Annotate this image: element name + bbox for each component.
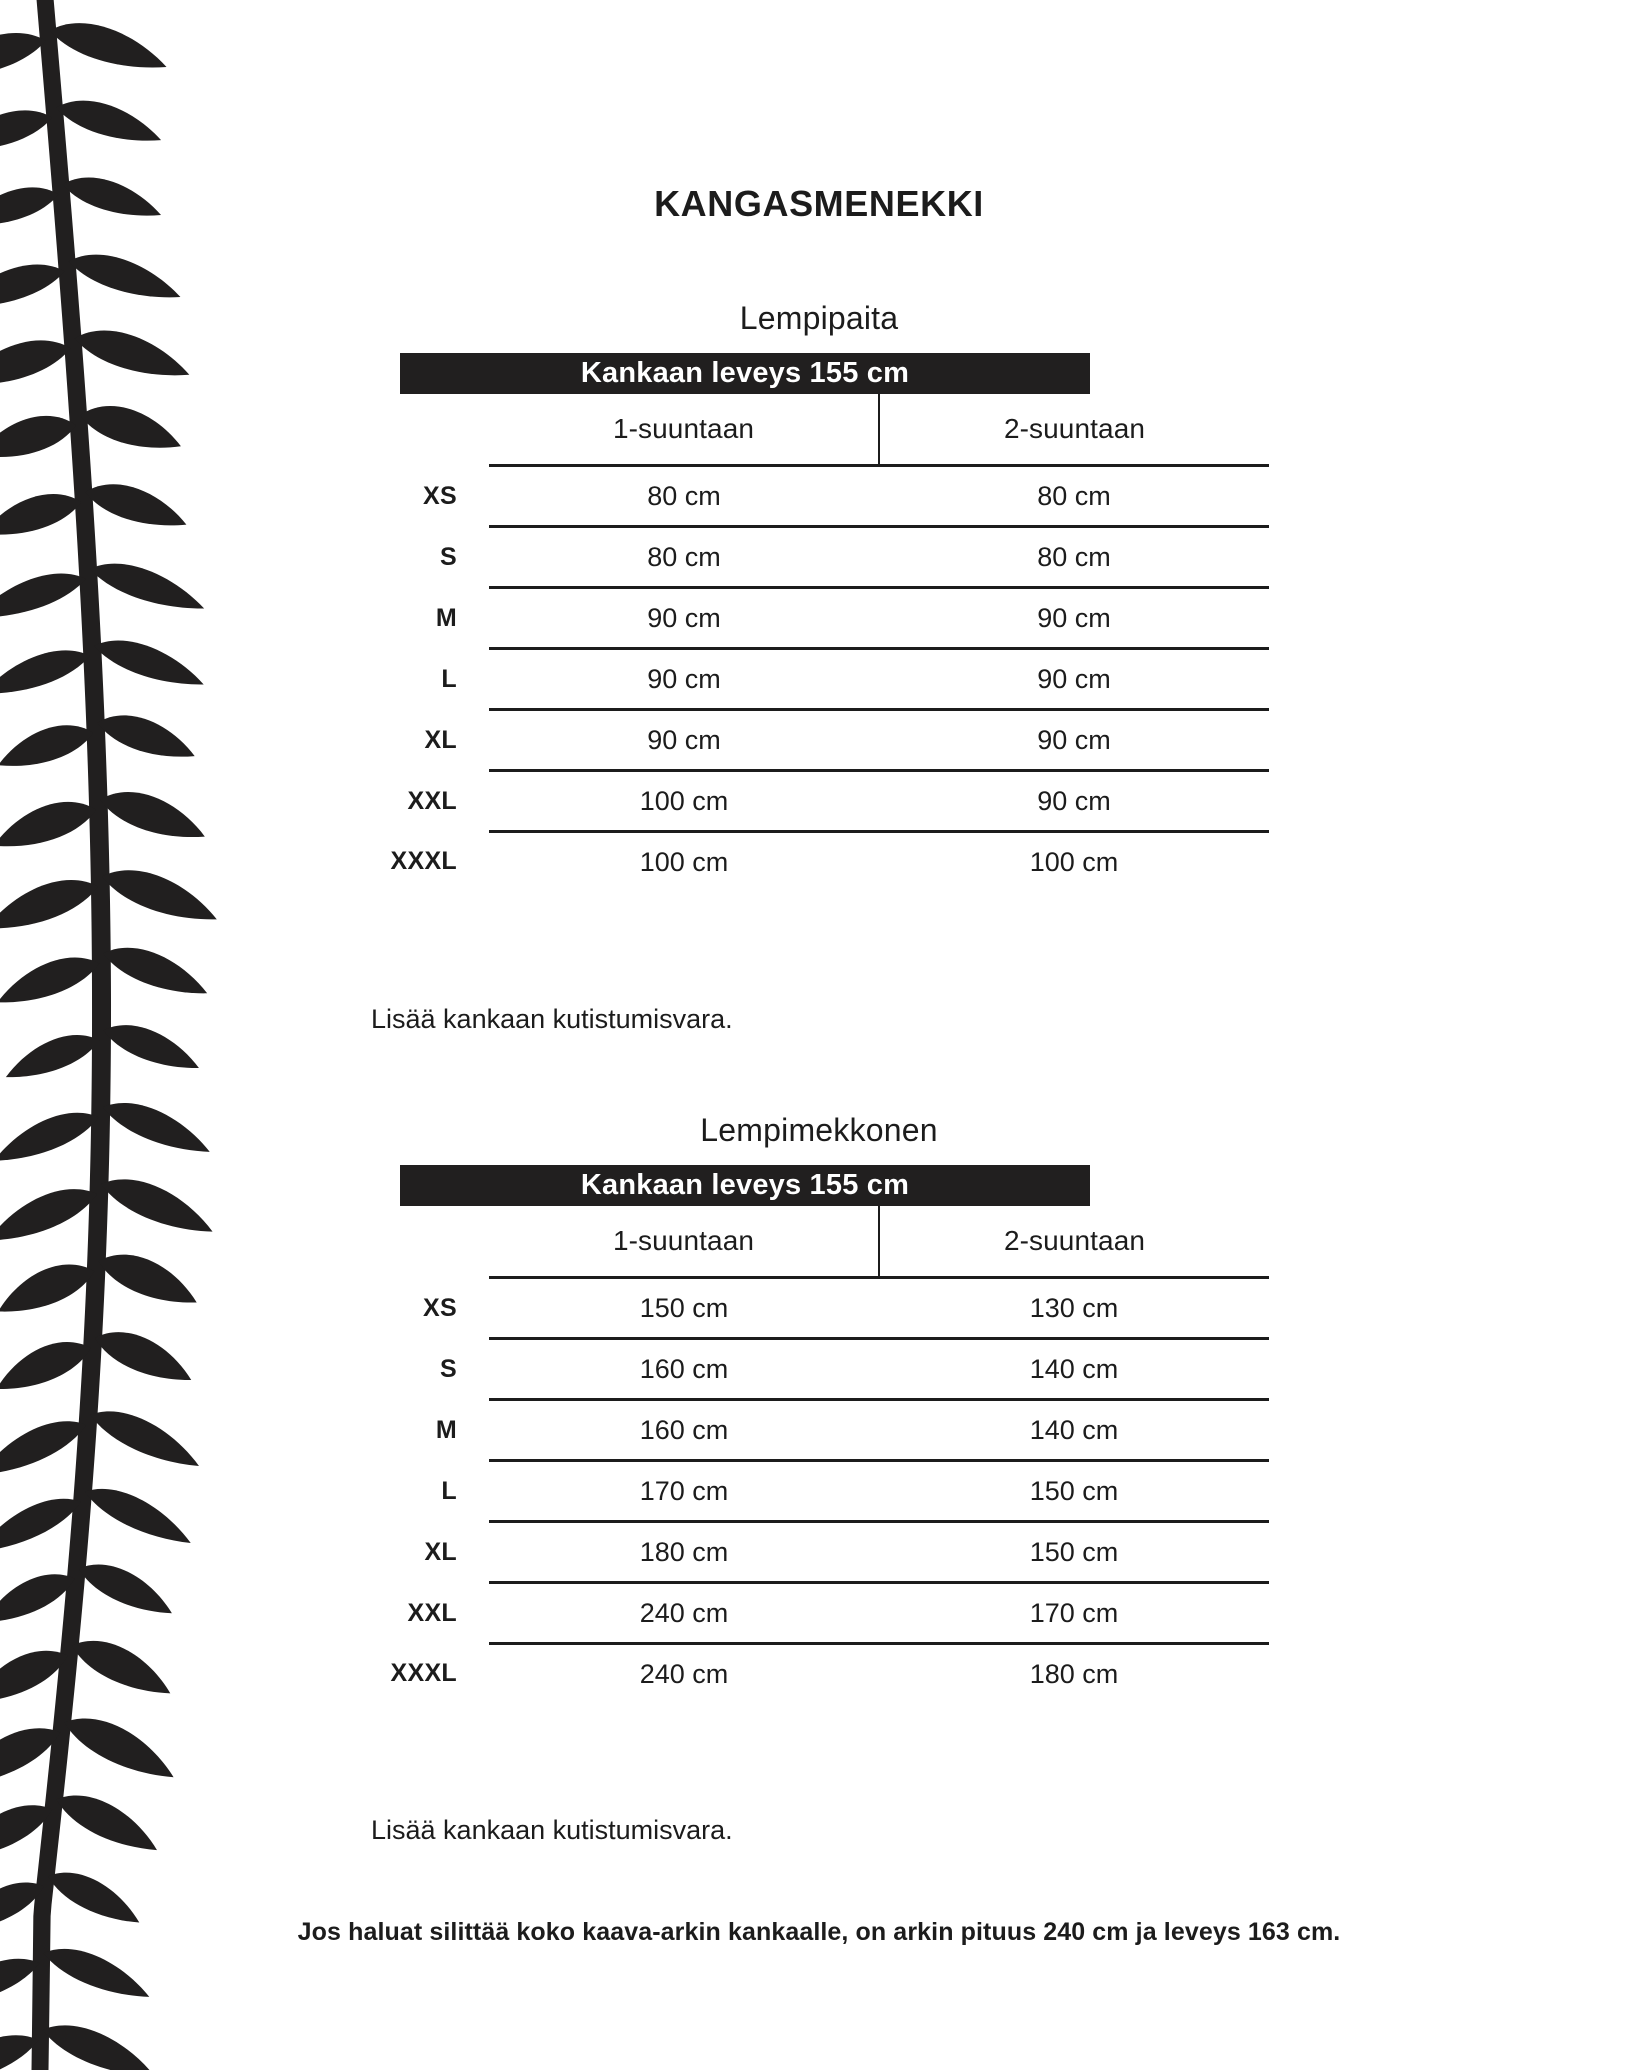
table-row (369, 527, 1269, 588)
value-direction-2: 90 cm (879, 588, 1269, 649)
value-direction-1: 90 cm (489, 649, 879, 710)
value-direction-1: 240 cm (489, 1583, 879, 1644)
table-caption: Lempimekkonen (700, 1112, 938, 1148)
size-label: L (441, 664, 457, 693)
size-label: M (435, 603, 457, 632)
table-row (369, 832, 1269, 892)
fabric-width-banner: Kankaan leveys 155 cm (400, 1165, 1090, 1206)
value-direction-2: 90 cm (879, 710, 1269, 771)
value-direction-1: 80 cm (489, 527, 879, 588)
value-direction-1: 80 cm (489, 466, 879, 527)
table-header-row (369, 394, 1269, 466)
size-label: XS (423, 481, 457, 510)
table-head (369, 394, 1269, 466)
value-direction-2: 100 cm (879, 832, 1269, 892)
value-direction-1: 90 cm (489, 588, 879, 649)
value-direction-1: 90 cm (489, 710, 879, 771)
table-row (369, 1278, 1269, 1339)
direction-2-header: 2-suuntaan (879, 394, 1269, 466)
value-direction-1: 180 cm (489, 1522, 879, 1583)
value-direction-1: 160 cm (489, 1339, 879, 1400)
size-column-header (369, 394, 489, 466)
value-direction-2: 180 cm (879, 1644, 1269, 1704)
size-label: XXXL (390, 846, 457, 875)
size-label: XS (423, 1293, 457, 1322)
value-direction-1: 100 cm (489, 832, 879, 892)
value-direction-2: 140 cm (879, 1339, 1269, 1400)
size-label: XL (424, 725, 457, 754)
size-table (369, 394, 1269, 891)
value-direction-1: 160 cm (489, 1400, 879, 1461)
table-body (369, 1278, 1269, 1704)
shrinkage-note-2: Lisää kankaan kutistumisvara. (371, 1815, 733, 1845)
table-row (369, 1583, 1269, 1644)
table-row (369, 588, 1269, 649)
table-row (369, 466, 1269, 527)
pattern-sheet-note: Jos haluat silittää koko kaava-arkin kankaalle, on arkin pituus 240 cm ja leveys 163 cm. (297, 1918, 1341, 1946)
size-table (369, 1206, 1269, 1703)
table-header-row (369, 1206, 1269, 1278)
value-direction-1: 150 cm (489, 1278, 879, 1339)
shrinkage-note-1: Lisää kankaan kutistumisvara. (371, 1004, 733, 1034)
size-label: XXL (407, 1598, 457, 1627)
fabric-width-banner: Kankaan leveys 155 cm (400, 353, 1090, 394)
table-row (369, 1522, 1269, 1583)
size-label: S (440, 1354, 457, 1383)
table-caption: Lempipaita (739, 300, 899, 336)
table-row (369, 710, 1269, 771)
table-body (369, 466, 1269, 892)
direction-2-header: 2-suuntaan (879, 1206, 1269, 1278)
size-label: M (435, 1415, 457, 1444)
fabric-table-lempimekkonen (369, 1112, 1269, 1703)
table-row (369, 649, 1269, 710)
page-title: KANGASMENEKKI (654, 183, 984, 224)
value-direction-2: 130 cm (879, 1278, 1269, 1339)
direction-1-header: 1-suuntaan (612, 413, 755, 444)
value-direction-2: 80 cm (879, 527, 1269, 588)
value-direction-1: 240 cm (489, 1644, 879, 1704)
table-head (369, 1206, 1269, 1278)
table-row (369, 1400, 1269, 1461)
value-direction-2: 90 cm (879, 771, 1269, 832)
value-direction-2: 140 cm (879, 1400, 1269, 1461)
table-row (369, 771, 1269, 832)
value-direction-2: 80 cm (879, 466, 1269, 527)
fabric-table-lempipaita (369, 300, 1269, 891)
table-row (369, 1461, 1269, 1522)
size-label: L (441, 1476, 457, 1505)
value-direction-2: 170 cm (879, 1583, 1269, 1644)
size-label: XL (424, 1537, 457, 1566)
direction-1-header: 1-suuntaan (612, 1225, 755, 1256)
size-label: XXL (407, 786, 457, 815)
value-direction-2: 90 cm (879, 649, 1269, 710)
table-row (369, 1339, 1269, 1400)
value-direction-2: 150 cm (879, 1522, 1269, 1583)
size-column-header (369, 1206, 489, 1278)
size-label: XXXL (390, 1658, 457, 1687)
value-direction-2: 150 cm (879, 1461, 1269, 1522)
table-row (369, 1644, 1269, 1704)
size-label: S (440, 542, 457, 571)
value-direction-1: 100 cm (489, 771, 879, 832)
value-direction-1: 170 cm (489, 1461, 879, 1522)
